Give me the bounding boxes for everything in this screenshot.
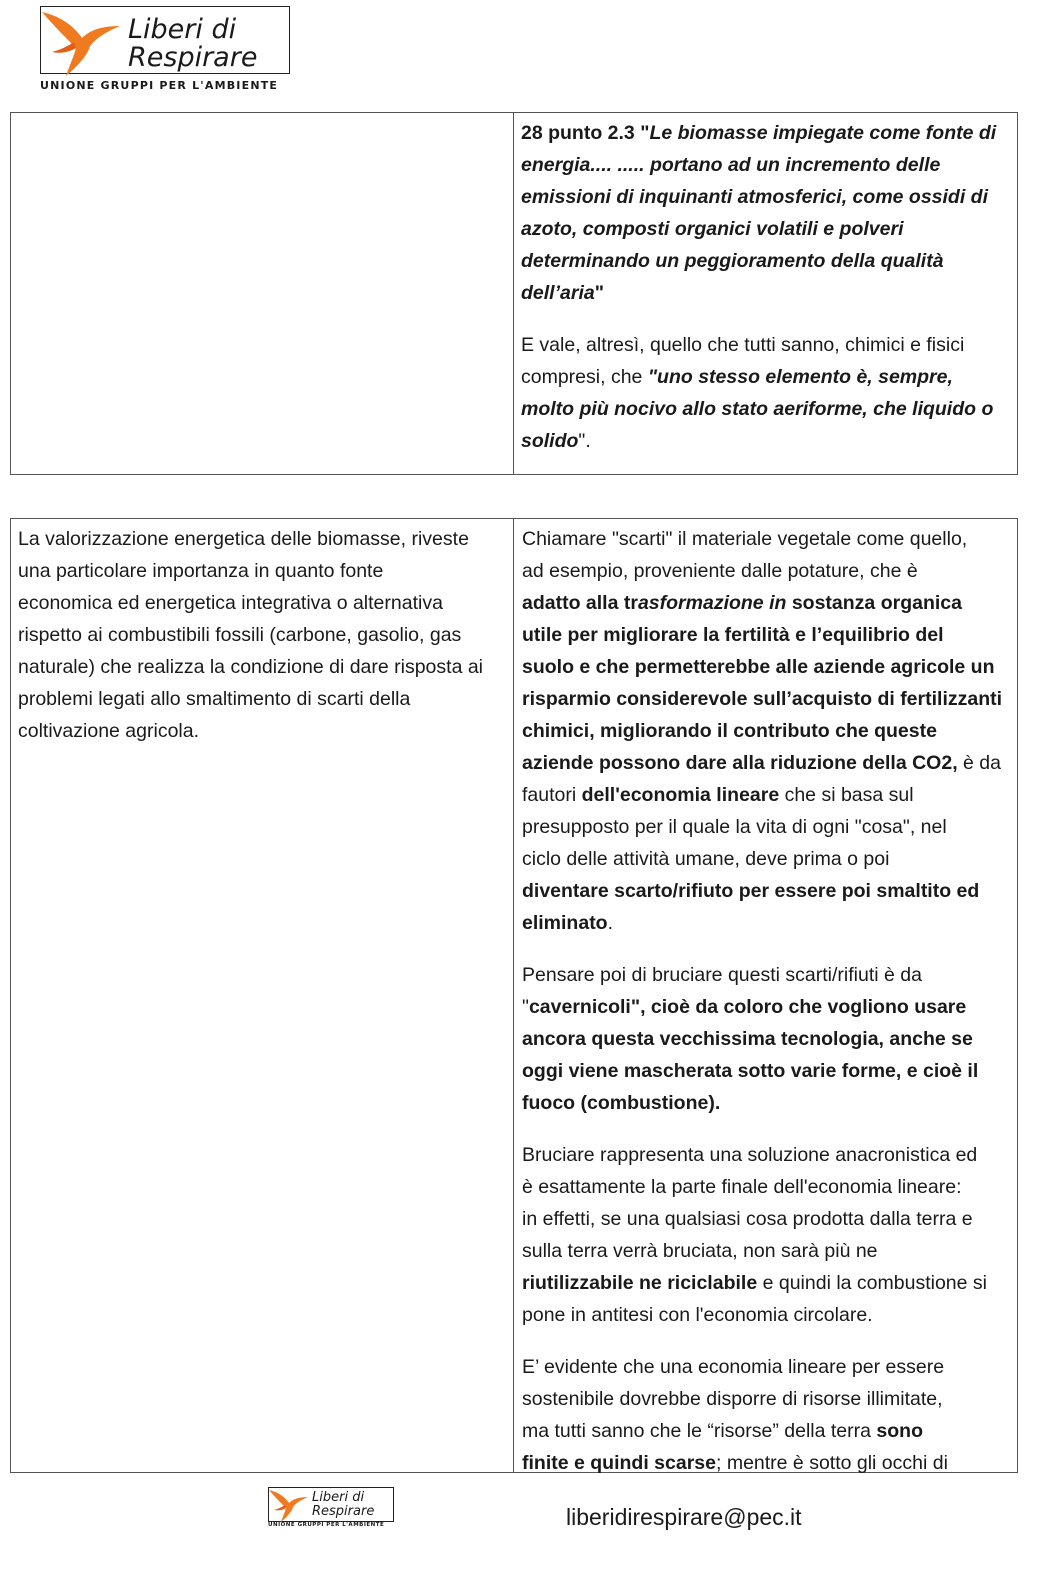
text-run: La valorizzazione energetica delle biomasse, riveste [18, 528, 469, 550]
text-line [522, 1415, 1017, 1447]
text-run: ma tutti sanno che le “risorse” della terra [522, 1420, 877, 1442]
text-run: chimici, migliorando il contributo che queste [522, 720, 937, 742]
text-line [522, 1299, 1017, 1331]
text-run: cavernicoli", cioè da coloro che vogliono usare [528, 996, 967, 1018]
text-line [521, 245, 1017, 277]
text-run: E vale, altresì, quello che tutti sanno, chimici e fisici [521, 334, 965, 356]
paragraph [522, 1139, 1017, 1331]
paragraph [522, 523, 1017, 939]
text-line [521, 277, 1017, 309]
text-line [522, 907, 1017, 939]
text-run: dell’aria [521, 282, 595, 304]
text-line [522, 715, 1017, 747]
text-line [18, 619, 513, 651]
text-run: Bruciare rappresenta una soluzione anacronistica ed [522, 1144, 978, 1166]
text-run: " [594, 282, 604, 304]
text-line [522, 1351, 1017, 1383]
text-run: suolo e che permetterebbe alle aziende agricole un [522, 656, 995, 678]
text-line [521, 117, 1017, 149]
text-line [18, 587, 513, 619]
text-run: azoto, composti organici volatili e polveri [521, 218, 904, 240]
table1-left-cell [11, 113, 514, 474]
text-run: determinando un peggioramento della qualità [521, 250, 944, 272]
text-line [522, 1203, 1017, 1235]
text-line [521, 393, 1017, 425]
text-run: ". [578, 430, 591, 452]
text-run: economica ed energetica integrativa o alternativa [18, 592, 443, 614]
text-run: risparmio considerevole sull’acquisto di fertilizzanti [522, 688, 1003, 710]
comparison-table-1 [10, 112, 1018, 475]
text-run: adatto alla tr [522, 592, 638, 614]
logo-title-line2: Respirare [312, 1504, 375, 1519]
footer-logo [268, 1487, 394, 1531]
text-run: ; mentre è sotto gli occhi di [715, 1452, 948, 1474]
text-run: aziende possono dare alla riduzione della CO2, [522, 752, 958, 774]
text-run: emissioni di inquinanti atmosferici, come ossidi di [521, 186, 989, 208]
logo-tagline: UNIONE GRUPPI PER L'AMBIENTE [40, 79, 279, 92]
text-line [521, 361, 1017, 393]
text-line [18, 523, 513, 555]
text-line [522, 1139, 1017, 1171]
text-run: sostanza organica [786, 592, 962, 614]
paragraph [521, 117, 1017, 309]
text-run: Chiamare "scarti" il materiale vegetale come quello, [522, 528, 968, 550]
text-line [522, 683, 1017, 715]
text-run: finite e quindi scarse [522, 1452, 716, 1474]
text-line [522, 1235, 1017, 1267]
text-run: . [607, 912, 614, 934]
text-line [522, 811, 1017, 843]
text-run: Pensare poi di bruciare questi scarti/rifiuti è da [522, 964, 922, 986]
text-run: diventare scarto/rifiuto per essere poi smaltito ed [522, 880, 980, 902]
text-line [18, 651, 513, 683]
text-line [522, 779, 1017, 811]
text-run: pone in antitesi con l'economia circolare. [522, 1304, 873, 1326]
text-run: ciclo delle attività umane, deve prima o poi [522, 848, 890, 870]
text-line [522, 1267, 1017, 1299]
paragraph [522, 959, 1017, 1119]
text-run: è da [957, 752, 1001, 774]
logo-title-line1: Liberi di [128, 14, 237, 45]
text-line [522, 1023, 1017, 1055]
text-run: riutilizzabile ne riciclabile [522, 1272, 758, 1294]
swallow-bird-icon [268, 1487, 309, 1523]
text-line [521, 213, 1017, 245]
text-run: compresi, che [521, 366, 648, 388]
text-line [522, 1171, 1017, 1203]
text-line [522, 587, 1017, 619]
paragraph [18, 523, 513, 747]
text-run: eliminato [522, 912, 608, 934]
text-run: rispetto ai combustibili fossili (carbone, gasolio, gas [18, 624, 462, 646]
text-line [522, 1447, 1017, 1479]
text-run: E’ evidente che una economia lineare per essere [522, 1356, 945, 1378]
text-run: presupposto per il quale la vita di ogni "cosa", nel [522, 816, 947, 838]
text-run: ad esempio, proveniente dalle potature, che è [522, 560, 918, 582]
text-line [18, 715, 513, 747]
paragraph [521, 329, 1017, 457]
text-line [521, 149, 1017, 181]
logo-title-line2: Respirare [128, 42, 258, 73]
text-run: è esattamente la parte finale dell'economia lineare: [522, 1176, 962, 1198]
text-line [18, 555, 513, 587]
text-line [521, 181, 1017, 213]
text-run: sulla terra verrà bruciata, non sarà più ne [522, 1240, 878, 1262]
table2-left-cell [11, 519, 514, 1472]
text-line [522, 619, 1017, 651]
text-run: Le biomasse impiegate come fonte di [649, 122, 997, 144]
text-line [522, 1055, 1017, 1087]
footer-email: liberidirespirare@pec.it [566, 1504, 802, 1530]
text-run: che si basa sul [779, 784, 914, 806]
text-line [522, 555, 1017, 587]
text-line [522, 523, 1017, 555]
text-run: energia.... ..... portano ad un incremento delle [521, 154, 941, 176]
text-line [522, 1383, 1017, 1415]
text-run: molto più nocivo allo stato aeriforme, che liquido o [521, 398, 994, 420]
text-run: sostenibile dovrebbe disporre di risorse illimitate, [522, 1388, 943, 1410]
header-logo [40, 6, 292, 94]
paragraph [522, 1351, 1017, 1479]
text-line [522, 651, 1017, 683]
text-line [522, 843, 1017, 875]
text-run: naturale) che realizza la condizione di dare risposta ai [18, 656, 484, 678]
text-line [522, 991, 1017, 1023]
comparison-table-2 [10, 518, 1018, 1473]
text-line [18, 683, 513, 715]
text-run: sono [876, 1420, 923, 1442]
text-run: dell'economia lineare [581, 784, 780, 806]
swallow-bird-icon [40, 6, 122, 78]
text-line [522, 747, 1017, 779]
text-run: "uno stesso elemento è, sempre, [647, 366, 953, 388]
text-run: asformazione in [637, 592, 787, 614]
text-run: una particolare importanza in quanto fonte [18, 560, 384, 582]
logo-title-line1: Liberi di [312, 1490, 365, 1505]
text-run: utile per migliorare la fertilità e l’equilibrio del [522, 624, 944, 646]
text-run: fautori [522, 784, 582, 806]
logo-tagline: UNIONE GRUPPI PER L'AMBIENTE [268, 1522, 385, 1528]
text-run: " [522, 996, 529, 1018]
text-run: solido [521, 430, 579, 452]
text-run: e quindi la combustione si [757, 1272, 987, 1294]
text-run: in effetti, se una qualsiasi cosa prodotta dalla terra e [522, 1208, 973, 1230]
table2-right-cell [514, 519, 1017, 1472]
table1-right-cell [514, 113, 1017, 474]
text-run: oggi viene mascherata sotto varie forme, e cioè il [522, 1060, 979, 1082]
text-run: coltivazione agricola. [18, 720, 200, 742]
text-line [521, 425, 1017, 457]
text-line [522, 959, 1017, 991]
text-run: fuoco (combustione). [522, 1092, 721, 1114]
text-line [521, 329, 1017, 361]
text-run: ancora questa vecchissima tecnologia, anche se [522, 1028, 973, 1050]
text-run: 28 punto 2.3 " [521, 122, 650, 144]
text-run: problemi legati allo smaltimento di scarti della [18, 688, 411, 710]
text-line [522, 875, 1017, 907]
text-line [522, 1087, 1017, 1119]
